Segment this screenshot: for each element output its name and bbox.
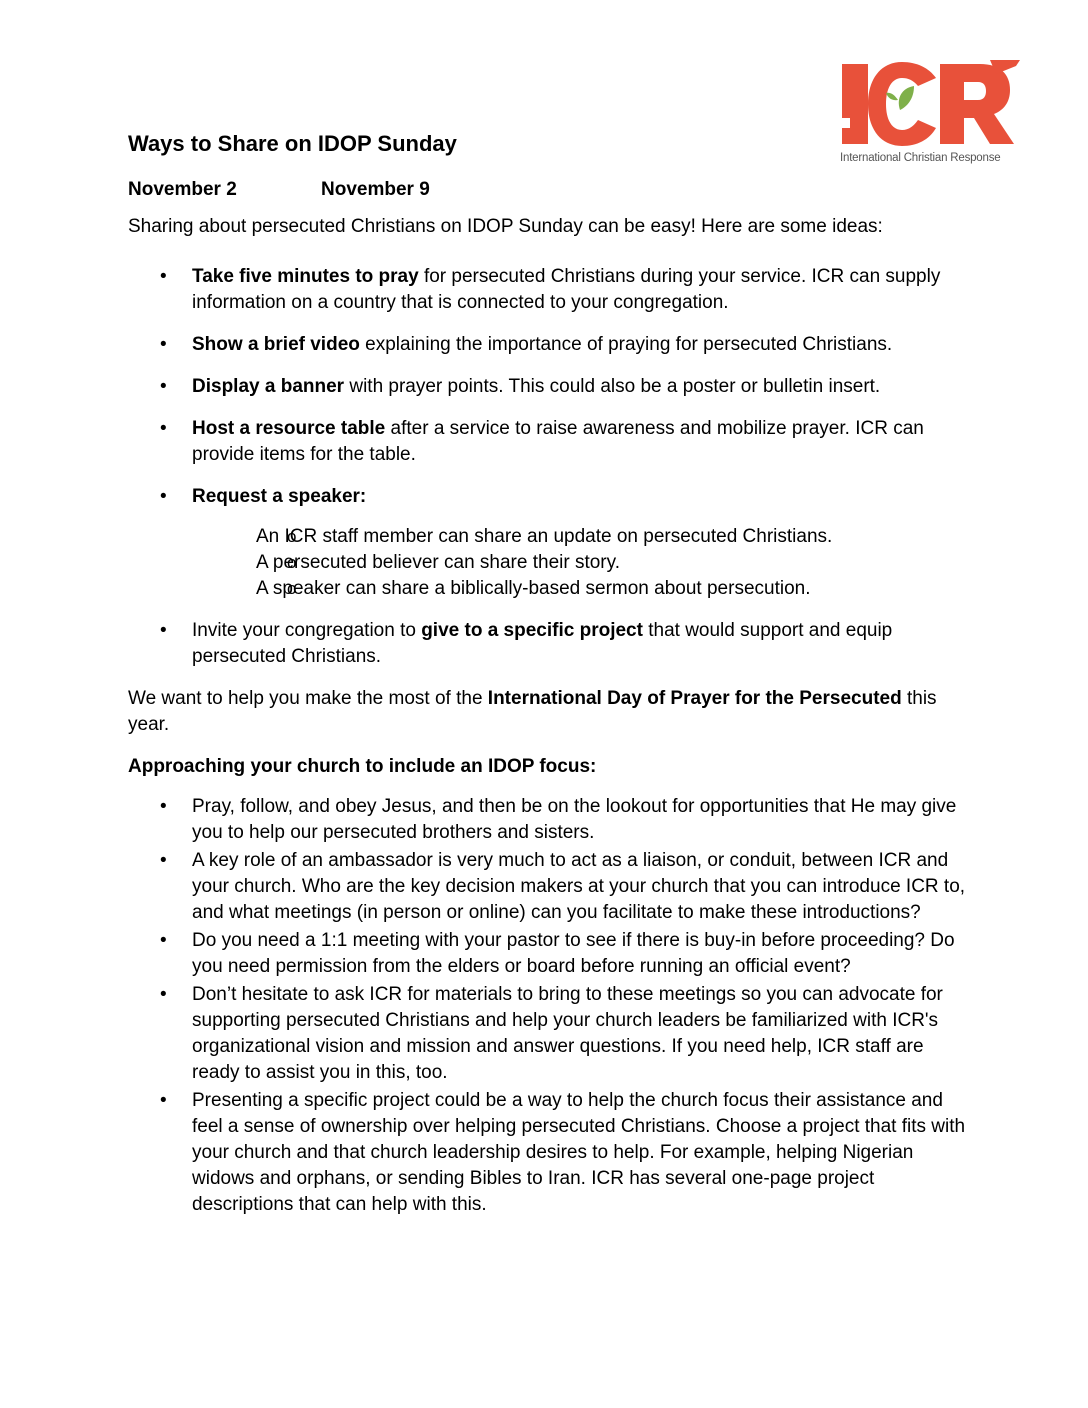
speaker-options [192,524,968,602]
idea-bold: Request a speaker: [192,486,367,507]
idea-text: for persecuted Christians during your service. ICR can supply information on a country that is connected to your congregation. [192,266,941,313]
date-1: November 2 [128,179,237,200]
idea-bold: Show a brief video [192,334,360,355]
idea-text: explaining the importance of praying for persecuted Christians. [359,334,893,355]
tip-item: • Don’t hesitate to ask ICR for materials to bring to these meetings so you can advocate for supporting persecuted Christians and help your church leaders be familiarized with ICR's organizational vision and mission and answer questions. If you need help, ICR staff are ready to assist you in this, too. [128,982,968,1086]
tip-item: • Do you need a 1:1 meeting with your pastor to see if there is buy-in before proceeding? Do you need permission from the elders or board before running an official event? [128,928,968,980]
intro-paragraph: Sharing about persecuted Christians on IDOP Sunday can be easy! Here are some ideas: [128,216,883,237]
give-bold: give to a specific project [421,620,643,641]
approach-heading: Approaching your church to include an IDOP focus: [128,756,597,777]
ideas-list [128,264,968,670]
event-dates [128,176,968,204]
idea-text: after a service to raise awareness and mobilize prayer. ICR can provide items for the table. [192,418,924,465]
idea-bold: Display a banner [192,376,345,397]
idea-bold: Take five minutes to pray [192,266,419,287]
logo-caption: International Christian Response [840,152,1001,164]
speaker-option: o An ICR staff member can share an update on persecuted Christians. [192,524,968,550]
speaker-option: o A persecuted believer can share their story. [192,550,968,576]
idea-item [128,332,968,358]
page-title: Ways to Share on IDOP Sunday [128,131,457,156]
speaker-option: o A speaker can share a biblically-based sermon about persecution. [192,576,968,602]
idea-item [128,618,968,670]
give-after: that would support and equip persecuted Christians. [192,620,893,667]
document-body [128,128,968,1220]
want-bold: International Day of Prayer for the Persecuted [487,688,902,709]
idea-item [128,484,968,602]
idea-item [128,264,968,316]
tip-item: • Presenting a specific project could be a way to help the church focus their assistance and feel a sense of ownership over helping persecuted Christians. Choose a project that fits with your church and that church leadership desires to help. For example, helping Nigerian widows and orphans, or sending Bibles to Iran. ICR has several one-page project descriptions that can help with this. [128,1088,968,1218]
idea-bold: Host a resource table [192,418,386,439]
want-paragraph [128,686,968,738]
tip-item: • A key role of an ambassador is very much to act as a liaison, or conduit, between ICR and your church. Who are the key decision makers at your church that you can introduce ICR to, and what meetings (in person or online) can you facilitate to make these introductions? [128,848,968,926]
idea-item [128,416,968,468]
give-before: Invite your congregation to [192,620,422,641]
idea-text: with prayer points. This could also be a poster or bulletin insert. [344,376,881,397]
idea-item [128,374,968,400]
want-after: this year. [128,688,937,735]
want-before: We want to help you make the most of the [128,688,488,709]
tips-list [128,794,968,1218]
tip-item: • Pray, follow, and obey Jesus, and then be on the lookout for opportunities that He may give you to help our persecuted brothers and sisters. [128,794,968,846]
date-2: November 9 [321,179,430,200]
